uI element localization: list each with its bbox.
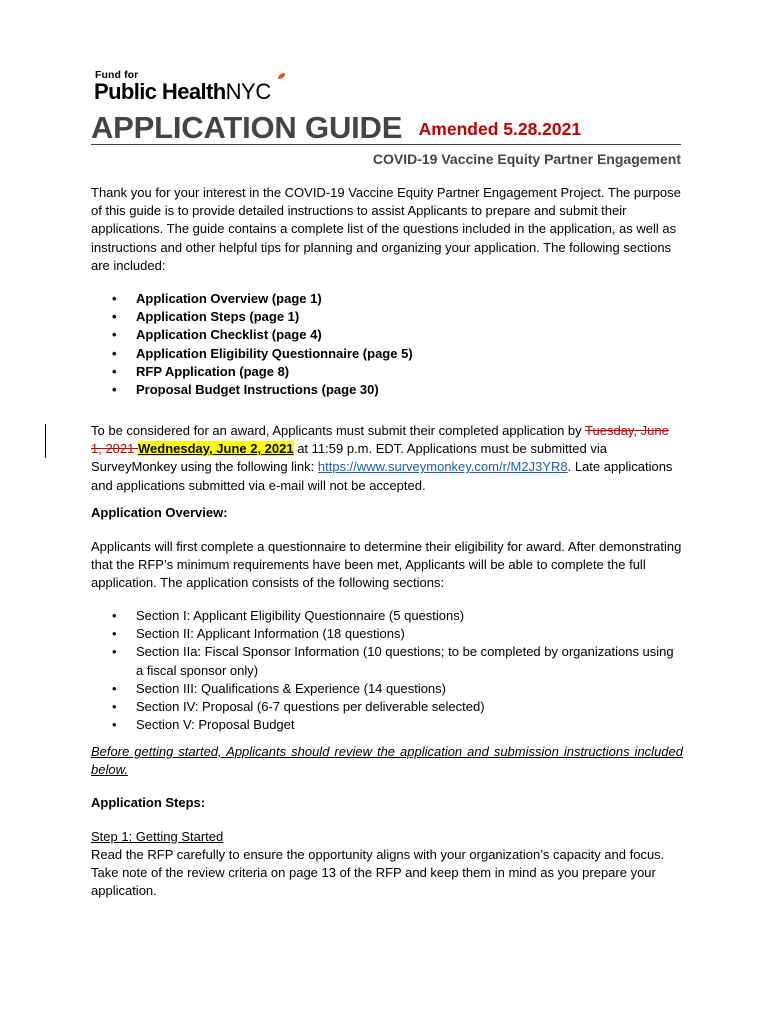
title-row [91,110,681,146]
deadline-after: at 11:59 p.m. EDT. Applications must be submitted via SurveyMonkey using the following link: [91,441,607,475]
surveymonkey-link[interactable]: https://www.surveymonkey.com/r/M2J3YR8 [317,459,568,475]
list-item: • Proposal Budget Instructions (page 30) [91,381,683,399]
title-divider [91,144,681,145]
list-item: • Section IV: Proposal (6-7 questions per deliverable selected) [91,698,683,716]
logo-line1: Fund for [95,69,139,81]
list-item: • Section II: Applicant Information (18 questions) [91,625,683,643]
list-item: • Section I: Applicant Eligibility Questionnaire (5 questions) [91,607,683,625]
page-title: APPLICATION GUIDE [91,110,403,145]
logo-public-health: Public Health [94,79,226,104]
overview-paragraph: Applicants will first complete a questionnaire to determine their eligibility for award. After demonstrating that the RFP’s minimum requirements have been met, Applicants will be able to complete the full application. The application consists of the following sections: [91,539,682,591]
page-subtitle: COVID-19 Vaccine Equity Partner Engagement [372,151,681,167]
list-item: • Application Steps (page 1) [91,308,683,326]
intro-paragraph: Thank you for your interest in the COVID-19 Vaccine Equity Partner Engagement Project. The purpose of this guide is to provide detailed instructions to assist Applicants to prepare and submit their applications. The guide contains a complete list of the questions included in the application, as well as instructions and other helpful tips for planning and organizing your application. The following sections are included: [91,185,681,273]
leaf-icon [277,72,286,80]
logo-line2 [94,79,271,105]
deadline-tail: . Late applications and applications submitted via e-mail will not be accepted. [91,459,673,493]
deadline-lead: To be considered for an award, Applicants must submit their completed application by [91,423,586,438]
fund-logo [94,69,304,107]
list-item: • Section III: Qualifications & Experience (14 questions) [91,680,683,698]
revision-change-bar [45,424,46,458]
deleted-date: Tuesday, June 1, 2021 [91,423,669,457]
list-item: • Application Overview (page 1) [91,290,683,308]
application-sections-list [91,607,683,734]
overview-heading: Application Overview: [91,505,228,520]
list-item: • Application Checklist (page 4) [91,326,683,344]
amended-note: Amended 5.28.2021 [418,119,582,139]
new-deadline-date: Wednesday, June 2, 2021 [138,441,294,457]
list-item: • Section IIa: Fiscal Sponsor Information (10 questions; to be completed by organizations using a fiscal sponsor only) [91,643,683,679]
list-item: • Application Eligibility Questionnaire (page 5) [91,345,683,363]
before-getting-started-note: Before getting started, Applicants should review the application and submission instructions included below. [91,744,683,778]
step1-title: Step 1: Getting Started [91,829,224,844]
list-item: • RFP Application (page 8) [91,363,683,381]
logo-nyc: NYC [225,79,271,104]
deadline-paragraph [91,422,683,495]
step1-text: Read the RFP carefully to ensure the opportunity aligns with your organization’s capacity and focus. Take note of the review criteria on page 13 of the RFP and keep them in mind as you prepare your application. [91,847,665,899]
sections-list [91,290,683,399]
steps-heading: Application Steps: [91,795,206,810]
list-item: • Section V: Proposal Budget [91,716,683,734]
